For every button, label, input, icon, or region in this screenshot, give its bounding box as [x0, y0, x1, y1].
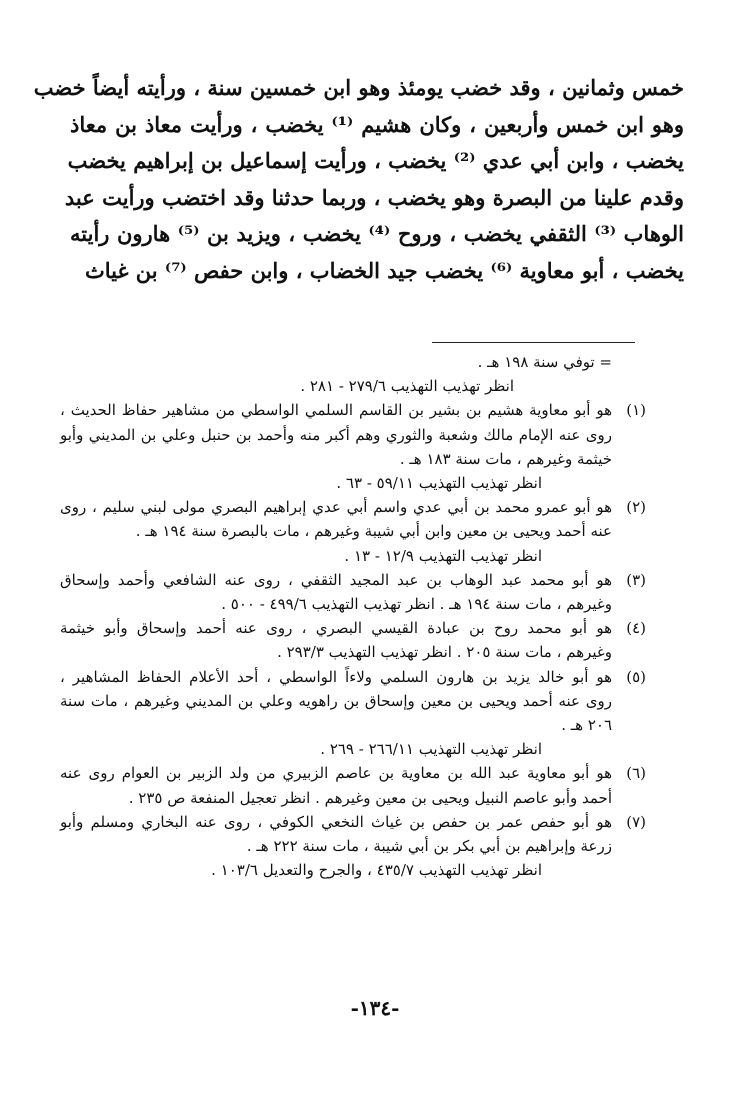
footnote-reference: انظر تهذيب التهذيب ١٢/٩ - ١٣ .: [344, 546, 542, 565]
footnote-line: = توفي سنة ١٩٨ هـ .: [477, 353, 612, 371]
footnote-line: زرعة وإبراهيم بن أبي بكر بن أبي شيبة ، مات سنة ٢٢٢ هـ .: [246, 837, 612, 856]
footnote-line: وغيرهم ، مات سنة ٢٠٥ . انظر تهذيب التهذيب ٢٩٣/٣ .: [277, 643, 612, 662]
footnote-line: هو أبو محمد عبد الوهاب بن عبد المجيد الثقفي ، روى عنه الشافعي وأحمد وإسحاق: [60, 570, 612, 589]
footnote-line: هو أبو معاوية عبد الله بن معاوية بن عاصم الزبيري من ولد الزبير بن العوام روى عنه: [60, 764, 612, 783]
footnote-number: (١): [626, 401, 646, 420]
footnote-line: هو أبو خالد يزيد بن هارون السلمي ولاءاً الواسطي ، أحد الأعلام الحفاظ المشاهير ،: [60, 667, 612, 686]
footnote-number: (٤): [626, 619, 646, 638]
footnote-reference: انظر تهذيب التهذيب ٢٦٦/١١ - ٢٦٩ .: [320, 740, 542, 759]
footnote-3: [60, 568, 646, 616]
continued-footnote: [60, 350, 640, 398]
footnote-line: هو أبو محمد روح بن عبادة القيسي البصري ، روى عنه أحمد وإسحاق وأبو خيثمة: [60, 619, 612, 638]
main-line: الوهاب ⁽³⁾ الثقفي يخضب ، وروح ⁽⁴⁾ يخضب ، ويزيد بن ⁽⁵⁾ هارون رأيته: [70, 221, 684, 246]
footnote-reference: انظر تهذيب التهذيب ٤٣٥/٧ ، والجرح والتعديل ١٠٣/٦ .: [211, 861, 542, 880]
footnote-line: هو أبو معاوية هشيم بن بشير بن القاسم السلمي الواسطي من مشاهير حفاظ الحديث ،: [60, 401, 612, 420]
footnotes: [60, 350, 646, 882]
footnote-1: [60, 398, 646, 495]
footnote-line: خيثمة وغيرهم ، مات سنة ١٨٣ هـ .: [399, 449, 612, 468]
main-line: وهو ابن خمس وأربعين ، وكان هشيم ⁽¹⁾ يخضب ، ورأيت معاذ بن معاذ: [70, 111, 684, 137]
main-line: يخضب ، وابن أبي عدي ⁽²⁾ يخضب ، ورأيت إسماعيل بن إبراهيم يخضب: [67, 148, 684, 173]
main-line: وقدم علينا من البصرة وهو يخضب ، وربما حدثنا وقد اختضب ورأيت عبد: [64, 184, 684, 210]
footnote-number: (٦): [626, 764, 646, 783]
footnote-line: هو أبو عمرو محمد بن أبي عدي واسم أبي عدي إبراهيم البصري مولى لبني سليم ، روى: [60, 498, 612, 517]
footnote-2: [60, 495, 646, 568]
footnote-number: (٥): [626, 667, 646, 686]
main-line: خمس وثمانين ، وقد خضب يومئذ وهو ابن خمسين سنة ، ورأيته أيضاً خضب: [33, 75, 684, 100]
footnote-5: [60, 665, 646, 762]
footnote-number: (٣): [626, 570, 646, 589]
footnote-separator: [432, 342, 635, 343]
footnote-6: [60, 761, 646, 809]
footnote-line: عنه أحمد ويحيى بن معين وابن أبي شيبة وغيرهم ، مات بالبصرة سنة ١٩٤ هـ .: [135, 522, 612, 541]
footnote-7: [60, 810, 646, 883]
page-number: -١٣٤-: [350, 996, 400, 1020]
footnote-line: روى عنه الإمام مالك وشعبة والثوري وهم أكبر منه وأحمد بن حنبل وعلي بن المديني وأبو: [60, 425, 612, 444]
footnote-4: [60, 616, 646, 664]
footnote-line: ٢٠٦ هـ .: [561, 716, 612, 735]
footnote-line: هو أبو حفص عمر بن حفص بن غياث النخعي الكوفي ، روى عنه البخاري ومسلم وأبو: [60, 812, 612, 831]
main-text: [33, 70, 684, 289]
footnote-line: أحمد وأبو عاصم النبيل ويحيى بن معين وغيرهم . انظر تعجيل المنفعة ص ٢٣٥ .: [128, 788, 612, 807]
footnote-reference: انظر تهذيب التهذيب ٢٧٩/٦ - ٢٨١ .: [300, 377, 514, 396]
footnote-line: وغيرهم ، مات سنة ١٩٤ هـ . انظر تهذيب التهذيب ٤٩٩/٦ - ٥٠٠ .: [221, 595, 612, 614]
footnote-number: (٢): [626, 498, 646, 517]
footnote-line: روى عنه أحمد ويحيى بن معين وإسحاق بن راهويه وعلي بن المديني وغيرهم ، مات سنة: [60, 691, 612, 710]
main-line: يخضب ، أبو معاوية ⁽⁶⁾ يخضب جيد الخضاب ، وابن حفص ⁽⁷⁾ بن غياث: [84, 257, 684, 283]
footnote-reference: انظر تهذيب التهذيب ٥٩/١١ - ٦٣ .: [336, 474, 542, 493]
footnote-number: (٧): [626, 812, 646, 831]
